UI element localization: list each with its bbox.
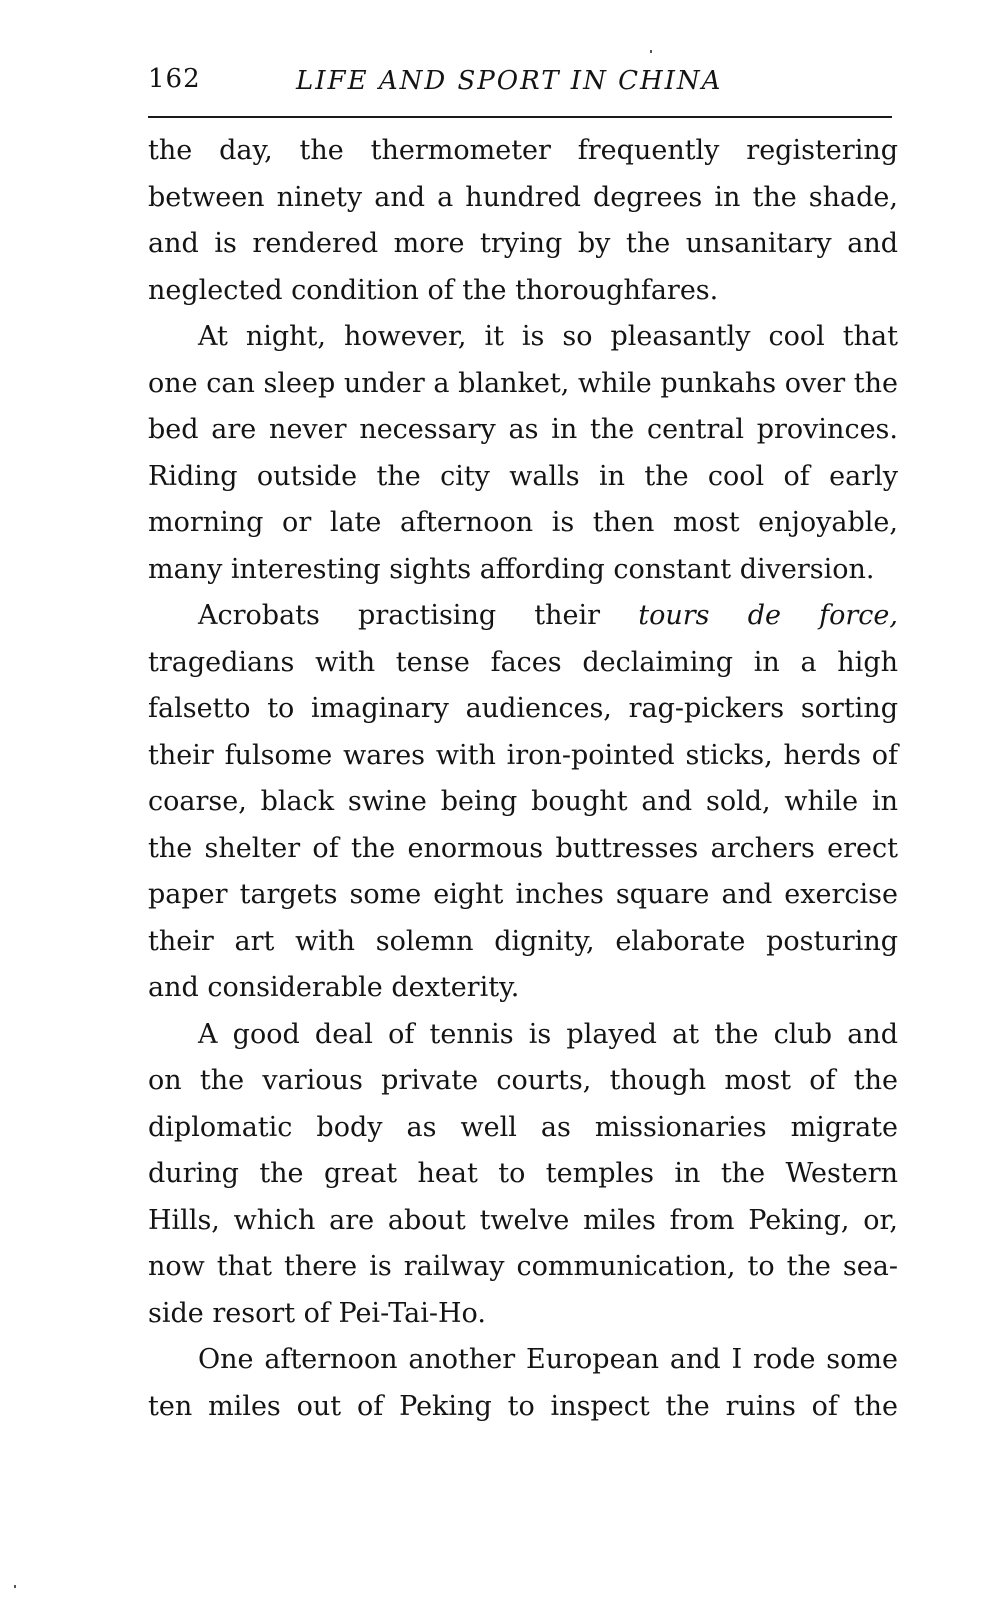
- italic-phrase: tours de force,: [638, 600, 898, 631]
- text-line-roman: Acrobats practising their: [198, 600, 601, 631]
- text-line: on the various private courts, though most of the: [148, 1065, 898, 1096]
- text-line: diplomatic body as well as missionaries migrate: [148, 1111, 898, 1143]
- text-line: bed are never necessary as in the central provinces.: [148, 414, 898, 445]
- text-line: now that there is railway communication, to the sea-: [148, 1251, 898, 1282]
- text-line: A good deal of tennis is played at the club and: [198, 1018, 898, 1050]
- text-line: Hills, which are about twelve miles from Peking, or,: [148, 1204, 898, 1236]
- running-head: [148, 64, 898, 104]
- text-line: One afternoon another European and I rode some: [198, 1344, 898, 1375]
- text-line: the shelter of the enormous buttresses archers erect: [148, 832, 898, 864]
- text-line: Riding outside the city walls in the cool of early: [148, 460, 898, 492]
- print-speck: [650, 50, 652, 53]
- text-line: one can sleep under a blanket, while punkahs over the: [148, 367, 898, 399]
- print-speck: [14, 1585, 16, 1588]
- header-rule: [148, 116, 892, 118]
- body-text: [148, 128, 898, 1430]
- text-line: and is rendered more trying by the unsanitary and: [148, 228, 898, 259]
- text-line: during the great heat to temples in the Western: [148, 1158, 898, 1189]
- paragraph-1: [148, 128, 898, 314]
- text-line: ten miles out of Peking to inspect the ruins of the: [148, 1390, 898, 1422]
- text-line: between ninety and a hundred degrees in the shade,: [148, 181, 898, 213]
- text-line: tragedians with tense faces declaiming in a high: [148, 646, 898, 678]
- text-line: their art with solemn dignity, elaborate posturing: [148, 925, 898, 957]
- text-line: side resort of Pei-Tai-Ho.: [148, 1297, 486, 1329]
- paragraph-3: [148, 593, 898, 1012]
- text-line: At night, however, it is so pleasantly cool that: [198, 321, 898, 352]
- text-line: neglected condition of the thoroughfares.: [148, 274, 719, 306]
- page-number: 162: [148, 64, 201, 94]
- paragraph-4: [148, 1012, 898, 1338]
- paragraph-5: [148, 1337, 898, 1430]
- text-line: morning or late afternoon is then most enjoyable,: [148, 507, 898, 538]
- text-line: falsetto to imaginary audiences, rag-pickers sorting: [148, 693, 898, 724]
- text-line: and considerable dexterity.: [148, 972, 520, 1003]
- text-line: the day, the thermometer frequently registering: [148, 135, 898, 166]
- paragraph-2: [148, 314, 898, 593]
- text-line: coarse, black swine being bought and sold, while in: [148, 786, 898, 817]
- text-line-with-italic: [148, 593, 898, 640]
- running-title: LIFE AND SPORT IN CHINA: [296, 66, 723, 96]
- text-line: their fulsome wares with iron-pointed sticks, herds of: [148, 739, 898, 771]
- text-line: many interesting sights affording constant diversion.: [148, 553, 875, 585]
- text-line: paper targets some eight inches square and exercise: [148, 879, 898, 910]
